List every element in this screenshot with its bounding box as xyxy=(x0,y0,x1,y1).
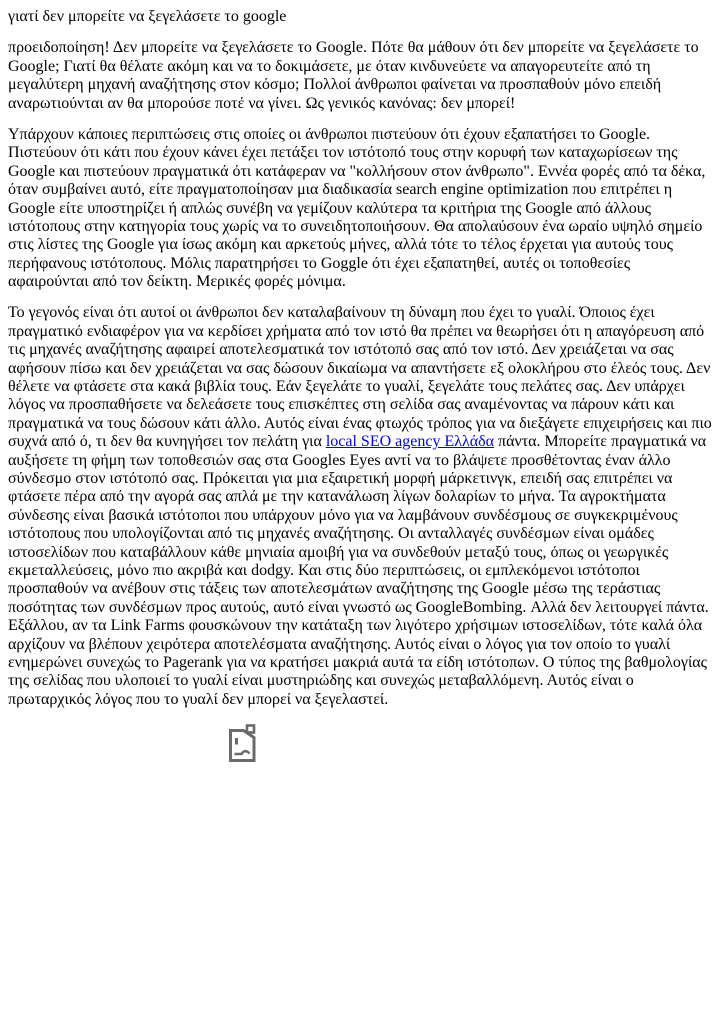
local-seo-agency-link[interactable]: local SEO agency Ελλάδα xyxy=(325,433,495,451)
paragraph-main-before-link: Το γεγονός είναι ότι αυτοί οι άνθρωποι δεν καταλαβαίνουν τη δύναμη που έχει το γυαλί. Όποιος έχει πραγματικό ενδιαφέρον για να κερδίσει χρήματα από τον ιστό θα πρέπει να θεωρήσει ότι η απαγόρευση από τις μηχανές αναζήτησης αφαιρεί αποτελεσματικά τον ιστότοπό σας από τον ιστό. Δεν χρειάζεται να σας αφήσουν πίσω και δεν χρειάζεται να σας δώσουν δικαίωμα να απαντήσετε εξ ολοκλήρου στο έλεός τους. Δεν θέλετε να φτάσετε στα κακά βιβλία τους. Εάν ξεγελάτε το γυαλί, ξεγελάτε τους πελάτες σας. Δεν υπάρχει λόγος να προσπαθήσετε να δελεάσετε τους επισκέπτες στη σελίδα σας αναμένοντας να πάρουν κάτι και πραγματικά να τους δώσουν κάτι άλλο. Αυτός είναι ένας φτωχός τρόπος για να διεξάγετε επιχειρήσεις και πιο συχνά από ό, τι δεν θα κυνηγήσει τον πελάτη για xyxy=(8,304,712,451)
broken-image-icon xyxy=(228,724,257,764)
page-title: γιατί δεν μπορείτε να ξεγελάσετε το google xyxy=(8,8,287,25)
paragraph-warning: προειδοποίηση! Δεν μπορείτε να ξεγελάσετε το Google. Πότε θα μάθουν ότι δεν μπορείτε να ξεγελάσετε το Google; Γιατί θα θέλατε ακόμη και να το δοκιμάσετε, με όταν κινδυνεύετε να απαγορευτείτε από τη μεγαλύτερη μηχανή αναζήτησης στον κόσμο; Πολλοί άνθρωποι φαίνεται να προσπαθούν μόνο επειδή αναρωτιούνται αν θα μπορούσε ποτέ να γίνει. Ως γενικός κανόνας: δεν μπορεί! xyxy=(8,39,699,112)
paragraph-main xyxy=(8,304,712,709)
broken-image-placeholder xyxy=(228,724,257,764)
paragraph-cases: Υπάρχουν κάποιες περιπτώσεις στις οποίες οι άνθρωποι πιστεύουν ότι έχουν εξαπατήσει το Google. Πιστεύουν ότι κάτι που έχουν κάνει έχει πετάξει τον ιστότοπό τους στην κορυφή των καταχωρίσεων της Google και πιστεύουν πραγματικά ότι κατάφεραν να "κολλήσουν στον άνθρωπο". Εννέα φορές από τα δέκα, όταν συμβαίνει αυτό, είτε πραγματοποίησαν μια διαδικασία search engine optimization που επιτρέπει η Google είτε υποστηρίζει ή απλώς συνέβη να γεμίζουν καλύτερα τα κριτήρια της Google από άλλους ιστότοπους στην κατηγορία τους χωρίς να το συνειδητοποιήσουν. Θα απολαύσουν ένα ωραίο υψηλό σημείο στις λίστες της Google για ίσως ακόμη και αρκετούς μήνες, αλλά τότε το τέλος έρχεται για αυτούς τους περήφανους ιστότοπους. Μόλις παρατηρήσει το Goggle ότι έχει εξαπατηθεί, αυτές οι τοποθεσίες αφαιρούνται από τον δείκτη. Μερικές φορές μόνιμα. xyxy=(8,125,706,291)
paragraph-main-after-link: πάντα. Μπορείτε πραγματικά να αυξήσετε τη φήμη των τοποθεσιών σας στα Googles Eyes αντί να το βλάψετε προσθέτοντας έναν άλλο σύνδεσμο στον ιστότοπό σας. Πρόκειται για μια εξαιρετική μορφή μάρκετινγκ, επειδή σας επιτρέπει να φτάσετε πέρα από την αγορά σας απλά με την κατανάλωση λίγων δολαρίων το μήνα. Τα αγροκτήματα σύνδεσης είναι βασικά ιστότοποι που υπάρχουν μόνο για να λαμβάνουν συνδέσμους σε συγκεκριμένους ιστότοπους που υπολογίζονται από τις μηχανές αναζήτησης. Οι ανταλλαγές συνδέσμων είναι ομάδες ιστοσελίδων που καταβάλλουν κάθε μηνιαία αμοιβή για να συνδεθούν μεταξύ τους, όπως οι γεωργικές εκμεταλλεύσεις, μόνο πιο ακριβά και dodgy. Και στις δύο περιπτώσεις, οι εμπλεκόμενοι ιστότοποι προσπαθούν να ανέβουν στις τάξεις των αποτελεσμάτων αναζήτησης της Google μέσω της τεράστιας ποσότητας των συνδέσμων προς αυτούς, αυτό είναι γνωστό ως GoogleBombing. Αλλά δεν λειτουργεί πάντα. Εξάλλου, αν τα Link Farms φουσκώνουν την κατάταξη των λιγότερο χρήσιμων ιστοσελίδων, τότε καλά όλα αρχίζουν να βλέπουν χειρότερα αποτελέσματα αναζήτησης. Αυτός είναι ο λόγος για τον οποίο το γυαλί ενημερώνει συνεχώς το Pagerank για να κρατήσει μακριά αυτά τα είδη ιστότοπων. Ο τύπος της βαθμολογίας της σελίδας που υλοποιεί το γυαλί είναι μυστηριώδης και συνεχώς μεταβαλλόμενη. Αυτός είναι ο πρωταρχικός λόγος που το γυαλί δεν μπορεί να ξεγελαστεί. xyxy=(8,433,709,708)
